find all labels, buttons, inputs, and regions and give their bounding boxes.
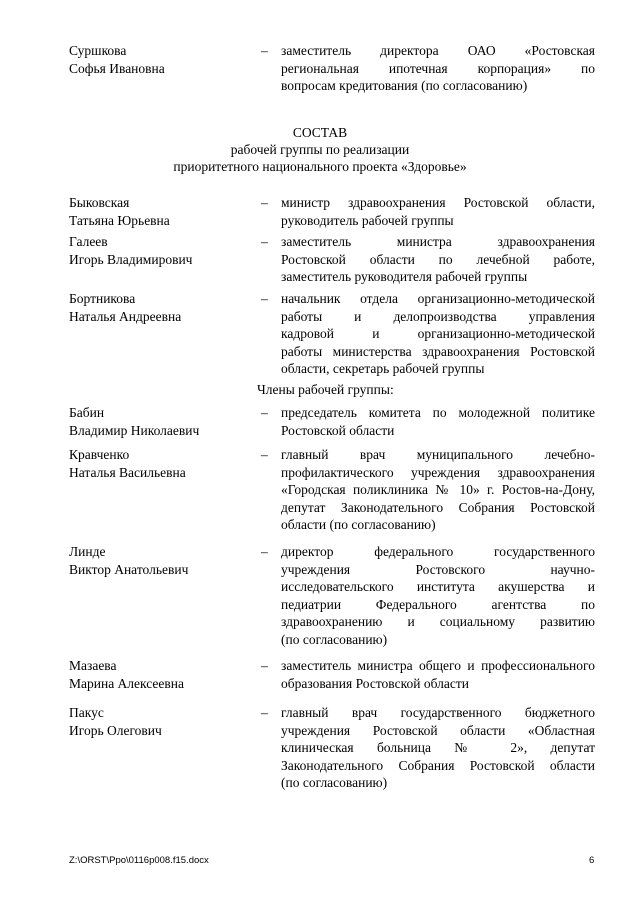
surname: Галеев — [69, 234, 108, 249]
description-line: области (по согласованию) — [281, 517, 436, 532]
given-names: Марина Алексеевна — [69, 675, 184, 691]
description-line: руководитель рабочей группы — [281, 212, 454, 228]
description-line: образования Ростовской области — [281, 675, 469, 691]
members-label: Члены рабочей группы: — [257, 382, 394, 397]
description-line: (по согласованию) — [281, 631, 388, 647]
person-name — [69, 194, 254, 229]
dash: – — [261, 43, 268, 58]
surname: Линде — [69, 544, 106, 559]
description-line: здравоохранению и социальному развитию — [281, 614, 595, 629]
person-name — [69, 290, 254, 325]
given-names: Игорь Олегович — [69, 722, 162, 738]
dash: – — [261, 195, 268, 210]
given-names: Игорь Владимирович — [69, 251, 193, 267]
given-names: Владимир Николаевич — [69, 422, 200, 438]
position-description — [281, 194, 595, 229]
description-line: председатель комитета по молодежной политике — [281, 405, 595, 420]
description-line: (по согласованию) — [281, 775, 388, 790]
page-number: 6 — [589, 855, 595, 866]
description-line: учреждения Ростовской области «Областная — [281, 722, 595, 738]
position-description — [281, 42, 595, 95]
surname: Мазаева — [69, 658, 117, 673]
surname: Бортникова — [69, 291, 136, 306]
description-line: вопросам кредитования (по согласованию) — [281, 78, 528, 93]
person-name — [69, 704, 254, 739]
given-names: Татьяна Юрьевна — [69, 212, 170, 228]
person-name — [69, 233, 254, 268]
description-line: заместитель министра общего и профессионального — [281, 658, 595, 673]
given-names: Софья Ивановна — [69, 60, 165, 76]
surname: Кравченко — [69, 447, 130, 462]
description-line: начальник отдела организационно-методической — [281, 291, 595, 306]
surname: Быковская — [69, 195, 130, 210]
description-line: министр здравоохранения Ростовской области, — [281, 195, 595, 210]
description-line: заместитель министра здравоохранения — [281, 234, 595, 249]
person-name — [69, 42, 254, 77]
description-line: Ростовской области по лечебной работе, — [281, 251, 595, 267]
person-name — [69, 543, 254, 578]
description-line: кадровой и организационно-методической — [281, 326, 595, 341]
description-line: депутат Законодательного Собрания Ростовской — [281, 499, 595, 515]
given-names: Наталья Васильевна — [69, 464, 186, 480]
dash: – — [261, 405, 268, 420]
position-description — [281, 290, 595, 378]
given-names: Виктор Анатольевич — [69, 561, 189, 577]
description-line: заместитель руководителя рабочей группы — [281, 269, 528, 284]
description-line: региональная ипотечная корпорация» по — [281, 60, 595, 76]
description-line: работы министерства здравоохранения Ростовской — [281, 343, 595, 359]
description-line: клиническая больница № 2», депутат — [281, 740, 595, 755]
surname: Пакус — [69, 705, 104, 720]
description-line: педиатрии Федерального агентства по — [281, 596, 595, 612]
description-line: Ростовской области — [281, 422, 395, 438]
position-description — [281, 704, 595, 792]
surname: Бабин — [69, 405, 105, 420]
position-description — [281, 446, 595, 534]
heading-line-1: рабочей группы по реализации — [230, 142, 410, 157]
position-description — [281, 543, 595, 648]
dash: – — [261, 447, 268, 462]
person-name — [69, 404, 254, 439]
position-description — [281, 233, 595, 286]
description-line: работы и делопроизводства управления — [281, 308, 595, 324]
footer-file-path: Z:\ORST\Ppo\0116p008.f15.docx — [69, 855, 209, 866]
description-line: главный врач государственного бюджетного — [281, 705, 595, 720]
description-line: учреждения Ростовского научно- — [281, 561, 595, 577]
description-line: главный врач муниципального лечебно- — [281, 447, 595, 462]
heading-line-2: приоритетного национального проекта «Здоровье» — [173, 159, 467, 174]
position-description — [281, 657, 595, 692]
dash: – — [261, 234, 268, 249]
given-names: Наталья Андреевна — [69, 308, 182, 324]
description-line: Законодательного Собрания Ростовской области — [281, 757, 595, 773]
description-line: области, секретарь рабочей группы — [281, 361, 485, 376]
description-line: «Городская поликлиника № 10» г. Ростов-на-Дону, — [281, 482, 595, 497]
dash: – — [261, 658, 268, 673]
description-line: директор федерального государственного — [281, 544, 595, 559]
surname: Суршкова — [69, 43, 127, 58]
heading-title: СОСТАВ — [292, 125, 348, 140]
description-line: заместитель директора ОАО «Ростовская — [281, 43, 595, 58]
description-line: профилактического учреждения здравоохранения — [281, 464, 595, 480]
dash: – — [261, 705, 268, 720]
position-description — [281, 404, 595, 439]
description-line: исследовательского института акушерства и — [281, 579, 595, 594]
person-name — [69, 657, 254, 692]
dash: – — [261, 544, 268, 559]
person-name — [69, 446, 254, 481]
dash: – — [261, 291, 268, 306]
